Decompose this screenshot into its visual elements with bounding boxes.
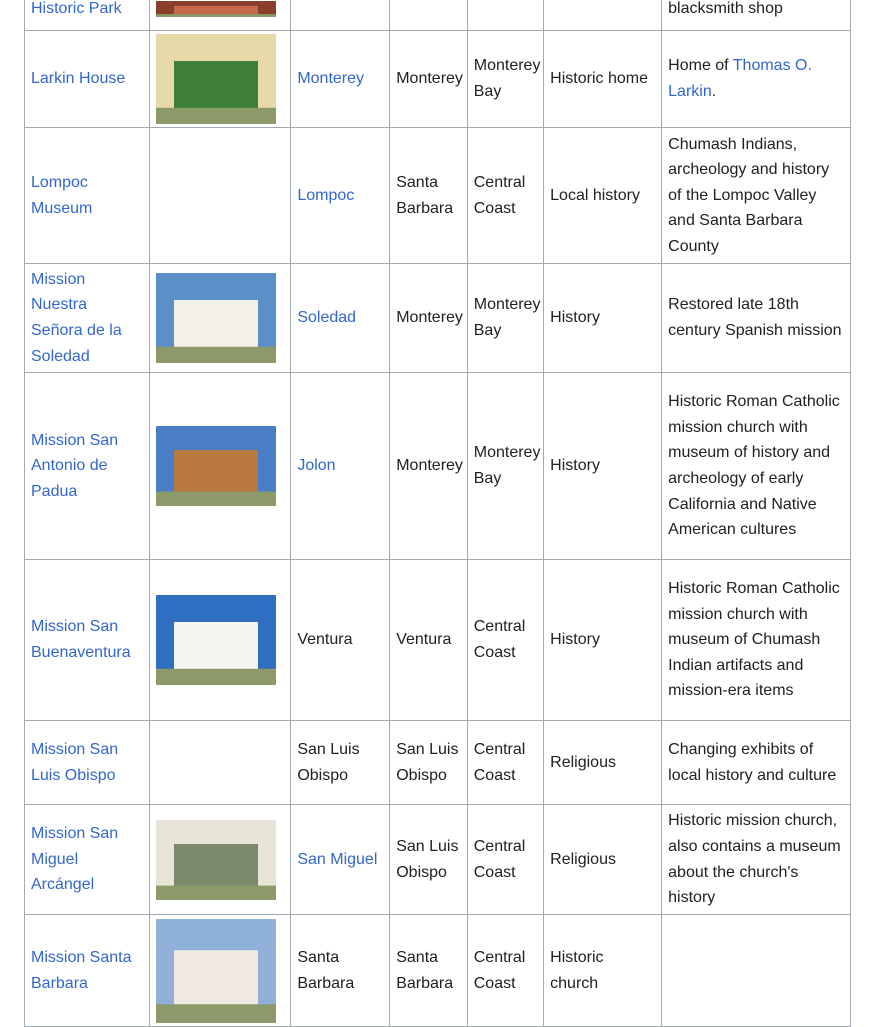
summary-text: Restored late 18th century Spanish mission (668, 296, 842, 339)
museum-name-link[interactable]: Mission San Luis Obispo (31, 740, 119, 784)
summary-cell (662, 373, 851, 560)
region-text: Monterey Bay (473, 57, 541, 100)
museum-name-link[interactable]: Mission San Buenaventura (31, 618, 131, 661)
image-cell (149, 373, 291, 560)
summary-text: blacksmith shop (668, 0, 783, 17)
summary-text: Chumash Indians, archeology and history of the Lompoc Valley and Santa Barbara County (668, 135, 830, 255)
summary-text: Home of (668, 57, 733, 75)
region-text: Central Coast (473, 740, 526, 784)
table-row (25, 128, 851, 264)
summary-text: . (711, 83, 717, 100)
table-row (25, 805, 851, 915)
county-text: Ventura (396, 631, 452, 649)
summary-cell (662, 128, 851, 264)
museum-photo[interactable] (156, 1, 276, 17)
image-cell (149, 31, 291, 128)
museum-name-link[interactable]: Mission Santa Barbara (31, 948, 132, 992)
museum-photo[interactable] (156, 426, 276, 506)
type-text: Religious (550, 850, 616, 868)
table-row (25, 560, 851, 721)
table-row (25, 264, 851, 373)
museum-photo[interactable] (156, 820, 276, 900)
county-text: Monterey (396, 309, 463, 327)
county-text: San Luis Obispo (396, 837, 459, 881)
image-cell (149, 264, 291, 373)
summary-text: Historic Roman Catholic mission church with museum of Chumash Indian artifacts and mission-era items (668, 580, 840, 700)
museum-table (24, 0, 851, 1027)
type-text: Local history (550, 186, 640, 204)
city-link[interactable]: Jolon (297, 457, 336, 475)
summary-cell (662, 31, 851, 128)
city-link[interactable]: Soledad (297, 309, 357, 327)
image-cell (149, 0, 291, 31)
county-text: Monterey (396, 70, 463, 88)
summary-cell (662, 0, 851, 31)
summary-text: Changing exhibits of local history and culture (668, 740, 837, 784)
region-text: Monterey Bay (473, 444, 541, 487)
region-text: Central Coast (473, 837, 526, 881)
museum-name-link[interactable]: Mission Nuestra Señora de la Soledad (31, 270, 122, 365)
type-text: Historic church (550, 948, 604, 992)
image-cell (149, 805, 291, 915)
table-row (25, 721, 851, 805)
region-text: Central Coast (473, 948, 526, 992)
summary-text: Historic Roman Catholic mission church with museum of history and archeology of early California and Native American cultures (668, 393, 840, 539)
type-text: History (550, 631, 600, 649)
museum-photo[interactable] (156, 34, 276, 124)
region-text: Central Coast (473, 173, 526, 217)
city-link[interactable]: San Miguel (297, 850, 378, 868)
museum-name-link[interactable]: Historic Park (31, 0, 122, 17)
city-link[interactable]: Monterey (297, 70, 365, 88)
image-cell (149, 915, 291, 1027)
type-text: History (550, 309, 600, 327)
county-text: Monterey (396, 457, 463, 475)
museum-name-link[interactable]: Mission San Miguel Arcángel (31, 825, 119, 894)
museum-name-link[interactable]: Mission San Antonio de Padua (31, 431, 119, 500)
museum-name-link[interactable]: Lompoc Museum (31, 173, 93, 217)
table-row (25, 31, 851, 128)
table-row (25, 373, 851, 560)
county-text: San Luis Obispo (396, 740, 459, 784)
type-text: History (550, 457, 600, 475)
city-text: Santa Barbara (297, 948, 355, 992)
museum-photo[interactable] (156, 273, 276, 363)
image-cell (149, 721, 291, 805)
museum-photo[interactable] (156, 919, 276, 1023)
image-cell (149, 128, 291, 264)
city-link[interactable]: Lompoc (297, 186, 355, 204)
summary-text: Historic mission church, also contains a museum about the church's history (668, 812, 841, 907)
region-text: Monterey Bay (473, 296, 541, 339)
table-row (25, 915, 851, 1027)
table-row (25, 0, 851, 31)
region-text: Central Coast (473, 618, 526, 661)
type-text: Historic home (550, 70, 648, 88)
summary-cell (662, 264, 851, 373)
summary-cell (662, 560, 851, 721)
city-text: Ventura (297, 631, 353, 649)
museum-photo[interactable] (156, 595, 276, 685)
museum-name-link[interactable]: Larkin House (31, 70, 126, 88)
county-text: Santa Barbara (396, 948, 454, 992)
county-text: Santa Barbara (396, 173, 454, 217)
summary-link[interactable]: Thomas O. Larkin (668, 57, 812, 100)
summary-cell (662, 805, 851, 915)
image-cell (149, 560, 291, 721)
summary-cell (662, 915, 851, 1027)
type-text: Religious (550, 753, 616, 771)
summary-cell (662, 721, 851, 805)
city-text: San Luis Obispo (297, 740, 360, 784)
